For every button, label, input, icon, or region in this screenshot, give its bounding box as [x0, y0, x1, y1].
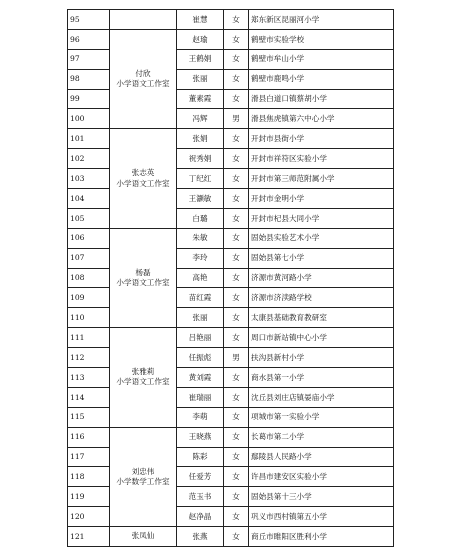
member-name: 范玉书 — [177, 487, 224, 507]
row-number: 98 — [68, 69, 110, 89]
member-school: 济源市济渎路学校 — [249, 288, 394, 308]
member-gender: 女 — [224, 49, 249, 69]
table-row — [68, 29, 394, 49]
member-name: 张娟 — [177, 129, 224, 149]
member-school: 鹤壁市牟山小学 — [249, 49, 394, 69]
member-school: 周口市新站镇中心小学 — [249, 328, 394, 348]
studio-cell — [110, 129, 177, 228]
row-number: 117 — [68, 447, 110, 467]
member-gender: 女 — [224, 169, 249, 189]
member-gender: 女 — [224, 308, 249, 328]
studio-cell — [110, 527, 177, 547]
member-school: 沈丘县刘庄店镇晏庙小学 — [249, 387, 394, 407]
studio-leader: 张雅莉 — [131, 367, 155, 377]
member-name: 王灏敏 — [177, 189, 224, 209]
member-name: 张燕 — [177, 527, 224, 547]
member-name: 任爱芳 — [177, 467, 224, 487]
member-gender: 女 — [224, 288, 249, 308]
member-gender: 女 — [224, 407, 249, 427]
member-gender: 女 — [224, 149, 249, 169]
member-name: 赵瑜 — [177, 29, 224, 49]
member-name: 黄刘霞 — [177, 368, 224, 388]
studio-cell — [110, 427, 177, 526]
member-gender: 女 — [224, 129, 249, 149]
member-school: 商水县第一小学 — [249, 368, 394, 388]
table-row — [68, 129, 394, 149]
member-gender: 女 — [224, 447, 249, 467]
row-number: 96 — [68, 29, 110, 49]
studio-cell — [110, 29, 177, 128]
member-name: 李萌 — [177, 407, 224, 427]
member-school: 巩义市西村镇第五小学 — [249, 507, 394, 527]
member-gender: 女 — [224, 387, 249, 407]
row-number: 109 — [68, 288, 110, 308]
member-name: 王鹤娟 — [177, 49, 224, 69]
member-gender: 男 — [224, 109, 249, 129]
row-number: 107 — [68, 248, 110, 268]
studio-type: 小学数学工作室 — [116, 476, 170, 486]
member-school: 开封市金明小学 — [249, 189, 394, 209]
member-school: 鄢陵县人民路小学 — [249, 447, 394, 467]
member-school: 固始县第七小学 — [249, 248, 394, 268]
member-gender: 女 — [224, 248, 249, 268]
member-school: 鹤壁市鹿鸣小学 — [249, 69, 394, 89]
table-row — [68, 10, 394, 30]
member-school: 长葛市第二小学 — [249, 427, 394, 447]
row-number: 120 — [68, 507, 110, 527]
row-number: 110 — [68, 308, 110, 328]
member-name: 张丽 — [177, 69, 224, 89]
row-number: 108 — [68, 268, 110, 288]
member-name: 王晓燕 — [177, 427, 224, 447]
row-number: 102 — [68, 149, 110, 169]
member-school: 开封市第三师范附属小学 — [249, 169, 394, 189]
member-school: 商丘市睢阳区胜利小学 — [249, 527, 394, 547]
member-school: 固始县第十三小学 — [249, 487, 394, 507]
row-number: 116 — [68, 427, 110, 447]
table-row — [68, 328, 394, 348]
member-name: 吕艳丽 — [177, 328, 224, 348]
table-row — [68, 228, 394, 248]
studio-leader: 杨磊 — [135, 267, 151, 277]
row-number: 105 — [68, 208, 110, 228]
member-name: 赵净晶 — [177, 507, 224, 527]
studio-type: 小学语文工作室 — [116, 278, 170, 288]
member-gender: 女 — [224, 228, 249, 248]
row-number: 97 — [68, 49, 110, 69]
member-gender: 女 — [224, 368, 249, 388]
table-row — [68, 427, 394, 447]
member-school: 郑东新区昆丽河小学 — [249, 10, 394, 30]
row-number: 114 — [68, 387, 110, 407]
row-number: 106 — [68, 228, 110, 248]
member-name: 丁纪红 — [177, 169, 224, 189]
studio-leader: 张凤仙 — [131, 531, 155, 541]
studio-cell — [110, 228, 177, 327]
member-name: 高艳 — [177, 268, 224, 288]
member-school: 济源市黄河路小学 — [249, 268, 394, 288]
row-number: 95 — [68, 10, 110, 30]
table-row — [68, 527, 394, 547]
member-school: 滑县焦虎镇第六中心小学 — [249, 109, 394, 129]
member-name: 白璐 — [177, 208, 224, 228]
row-number: 100 — [68, 109, 110, 129]
row-number: 101 — [68, 129, 110, 149]
studio-cell — [110, 10, 177, 30]
studio-type: 小学语文工作室 — [116, 79, 170, 89]
member-school: 固始县实验艺术小学 — [249, 228, 394, 248]
member-name: 李玲 — [177, 248, 224, 268]
member-gender: 女 — [224, 69, 249, 89]
member-name: 冯辉 — [177, 109, 224, 129]
member-school: 项城市第一实验小学 — [249, 407, 394, 427]
row-number: 99 — [68, 89, 110, 109]
member-gender: 女 — [224, 467, 249, 487]
member-school: 开封市县街小学 — [249, 129, 394, 149]
member-name: 陈彩 — [177, 447, 224, 467]
row-number: 121 — [68, 527, 110, 547]
member-school: 鹤壁市实验学校 — [249, 29, 394, 49]
member-gender: 女 — [224, 208, 249, 228]
member-gender: 女 — [224, 527, 249, 547]
row-number: 112 — [68, 348, 110, 368]
studio-leader: 刘忠伟 — [131, 466, 155, 476]
member-gender: 女 — [224, 427, 249, 447]
row-number: 113 — [68, 368, 110, 388]
member-name: 崔慧 — [177, 10, 224, 30]
member-gender: 女 — [224, 328, 249, 348]
member-name: 苗红霞 — [177, 288, 224, 308]
member-school: 扶沟县新村小学 — [249, 348, 394, 368]
member-gender: 女 — [224, 10, 249, 30]
member-school: 滑县白道口镇蔡胡小学 — [249, 89, 394, 109]
member-school: 开封市杞县大同小学 — [249, 208, 394, 228]
row-number: 115 — [68, 407, 110, 427]
row-number: 119 — [68, 487, 110, 507]
studio-type: 小学语文工作室 — [116, 178, 170, 188]
member-gender: 女 — [224, 29, 249, 49]
member-school: 开封市祥符区实验小学 — [249, 149, 394, 169]
studio-leader: 付欣 — [135, 68, 151, 78]
studio-type: 小学语文工作室 — [116, 377, 170, 387]
member-gender: 女 — [224, 89, 249, 109]
member-name: 任振彪 — [177, 348, 224, 368]
member-school: 许昌市建安区实验小学 — [249, 467, 394, 487]
member-name: 董素霞 — [177, 89, 224, 109]
member-name: 朱敏 — [177, 228, 224, 248]
member-gender: 女 — [224, 507, 249, 527]
studio-leader: 张志英 — [131, 168, 155, 178]
row-number: 111 — [68, 328, 110, 348]
row-number: 104 — [68, 189, 110, 209]
member-name: 崔瑞丽 — [177, 387, 224, 407]
row-number: 103 — [68, 169, 110, 189]
studio-cell — [110, 328, 177, 427]
member-gender: 女 — [224, 268, 249, 288]
roster-table — [67, 9, 394, 547]
member-school: 太康县基础教育教研室 — [249, 308, 394, 328]
member-gender: 男 — [224, 348, 249, 368]
member-gender: 女 — [224, 487, 249, 507]
member-name: 张丽 — [177, 308, 224, 328]
member-gender: 女 — [224, 189, 249, 209]
member-name: 祝秀娟 — [177, 149, 224, 169]
row-number: 118 — [68, 467, 110, 487]
